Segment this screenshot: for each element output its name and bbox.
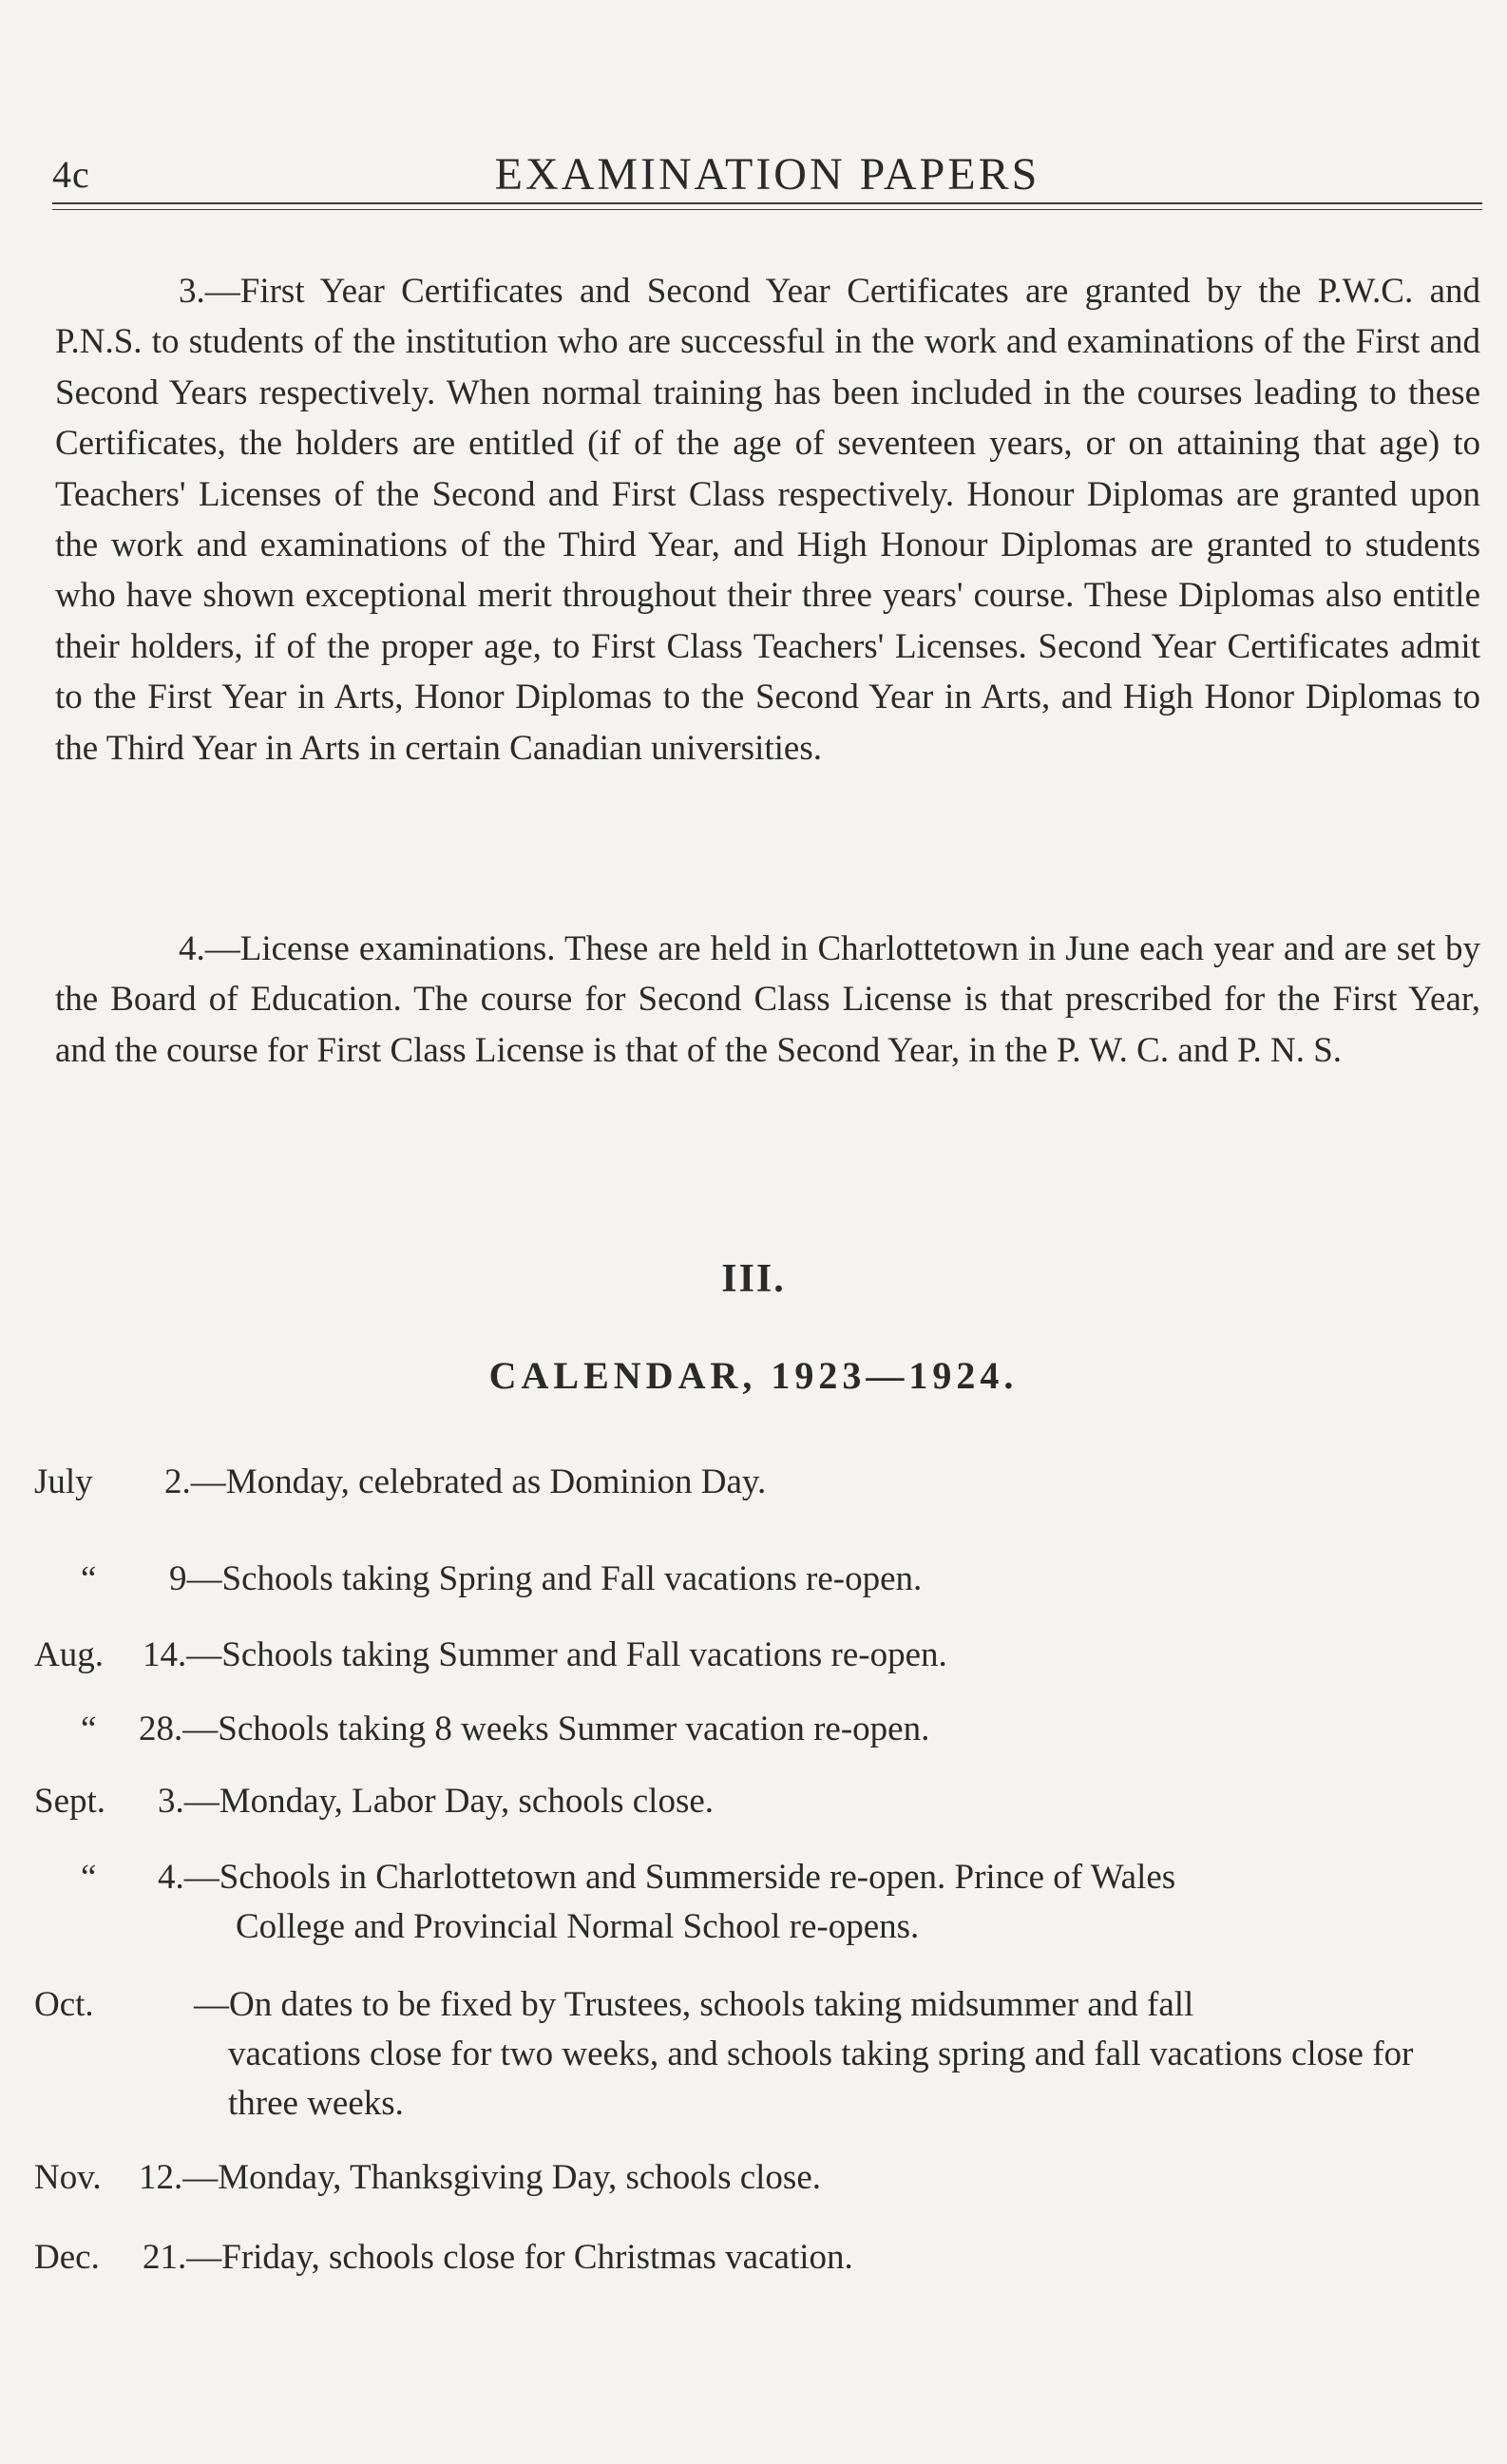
calendar-title: CALENDAR, 1923—1924. [488, 1354, 1019, 1397]
entry-text: 14.—Schools taking Summer and Fall vacations re-open. [143, 1635, 947, 1674]
entry-month: Dec. [34, 2238, 100, 2277]
paragraph-certificates: 3.—First Year Certificates and Second Year Certificates are granted by the P.W.C. and P.N.S. to students of the institution who are successful in the work and examinations of the First and Second Years respectively. When normal training has been included in the courses leading to these Certificates, the holders are entitled (if of the age of seventeen years, or on attaining that age) to Teachers' Licenses of the Second and First Class respectively. Honour Diplomas are granted upon the work and examinations of the Third Year, and High Honour Diplomas are granted to students who have shown exceptional merit throughout their three years' course. These Diplomas also entitle their holders, if of the proper age, to First Class Teachers' Licenses. Second Year Certificates admit to the First Year in Arts, Honor Diplomas to the Second Year in Arts, and High Honor Diplomas to the Third Year in Arts in certain Canadian universities. [55, 272, 1480, 768]
entry-ditto-mark: “ [81, 1710, 97, 1748]
entry-month: July [34, 1462, 93, 1501]
section-number: III. [721, 1257, 786, 1301]
entry-ditto-mark: “ [81, 1858, 97, 1897]
entry-text: 3.—Monday, Labor Day, schools close. [158, 1782, 715, 1821]
entry-month: Aug. [34, 1635, 104, 1674]
entry-text-continued: College and Provincial Normal School re-opens. [236, 1907, 920, 1946]
entry-month: Oct. [34, 1985, 94, 2024]
entry-ditto-mark: “ [81, 1559, 97, 1598]
header-rule-thin [52, 209, 1482, 210]
running-title: EXAMINATION PAPERS [494, 149, 1040, 200]
entry-text: 21.—Friday, schools close for Christmas vacation. [143, 2238, 853, 2277]
entry-month: Sept. [34, 1782, 106, 1821]
header-rule [52, 202, 1482, 204]
entry-month: Nov. [34, 2158, 102, 2197]
entry-text: —On dates to be fixed by Trustees, schools taking midsummer and fall [194, 1985, 1194, 2024]
entry-text: 2.—Monday, celebrated as Dominion Day. [164, 1462, 767, 1501]
entry-text: 12.—Monday, Thanksgiving Day, schools close. [139, 2158, 821, 2197]
entry-text: 9—Schools taking Spring and Fall vacations re-open. [169, 1559, 923, 1598]
page-header [52, 141, 1482, 207]
paragraph-license-examinations: 4.—License examinations. These are held in Charlottetown in June each year and are set by the Board of Education. The course for Second Class License is that prescribed for the First Year, and the course for First Class License is that of the Second Year, in the P. W. C. and P. N. S. [55, 929, 1480, 1070]
entry-text-continued: vacations close for two weeks, and schools taking spring and fall vacations close for three weeks. [228, 2034, 1414, 2123]
entry-text: 4.—Schools in Charlottetown and Summerside re-open. Prince of Wales [158, 1858, 1176, 1897]
page-number: 4c [52, 153, 90, 196]
entry-text: 28.—Schools taking 8 weeks Summer vacation re-open. [139, 1710, 930, 1748]
